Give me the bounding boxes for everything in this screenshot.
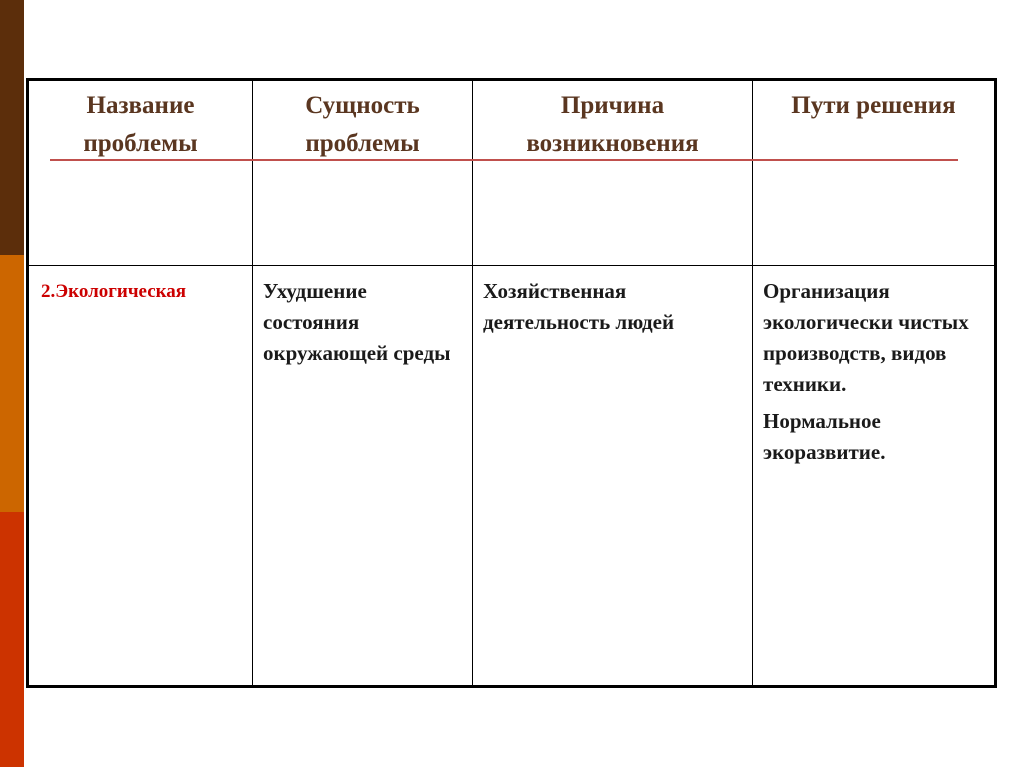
cell-solutions bbox=[753, 266, 996, 687]
header-problem-essence: Сущность проблемы bbox=[253, 80, 473, 266]
decor-stripe-bottom bbox=[0, 512, 24, 767]
header-underline bbox=[50, 159, 958, 161]
decor-stripe-middle bbox=[0, 255, 24, 512]
header-solutions: Пути решения bbox=[753, 80, 996, 266]
cell-problem-essence: Ухудшение состояния окружающей среды bbox=[253, 266, 473, 687]
cell-problem-cause: Хозяйственная деятельность людей bbox=[473, 266, 753, 687]
solution-item: Организация экологически чистых производств, видов техники. bbox=[763, 279, 969, 396]
header-problem-name: Название проблемы bbox=[28, 80, 253, 266]
cell-problem-name: 2.Экологическая bbox=[28, 266, 253, 687]
table-row bbox=[28, 266, 996, 687]
solution-item: Нормальное экоразвитие. bbox=[763, 409, 886, 464]
table-header-row bbox=[28, 80, 996, 266]
decor-stripe-top bbox=[0, 0, 24, 255]
header-problem-cause: Причина возникновения bbox=[473, 80, 753, 266]
problems-table bbox=[26, 78, 997, 688]
